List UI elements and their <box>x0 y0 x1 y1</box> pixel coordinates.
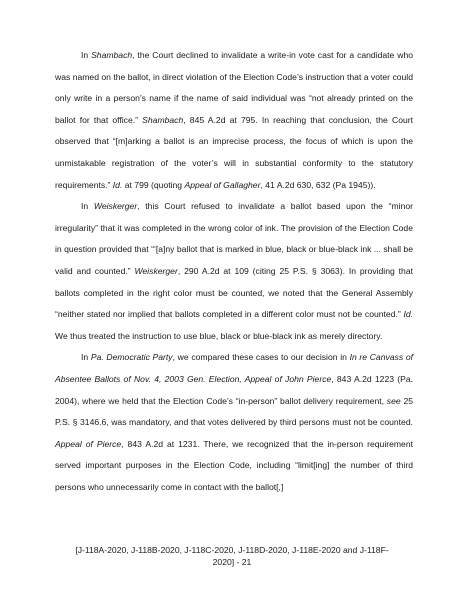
paragraph-text-run: , 843 A.2d 1223 (Pa. 2004), where we held that the Election Code’s “in-person” ballot delivery requirement, <box>55 373 413 406</box>
citation-italic-text: Id. <box>112 179 123 190</box>
citation-italic-text: Shambach <box>142 114 184 125</box>
paragraph-text-run: In <box>81 201 94 212</box>
paragraph-democratic-party <box>55 347 413 498</box>
opinion-body <box>55 45 413 498</box>
paragraph-text-run: at 799 (quoting <box>122 179 185 190</box>
citation-italic-text: Id. <box>403 309 413 320</box>
citation-italic-text: Appeal of Pierce <box>55 438 122 449</box>
page-footer <box>40 544 424 568</box>
paragraph-text-run: 25 P.S. § 3146.6, was mandatory, and that votes delivered by third persons must not be counted. <box>55 395 413 428</box>
paragraph-text-run: , 845 A.2d at 795. In reaching that conclusion, the Court observed that “[m]arking a ballot is an imprecise process, the focus of which is upon the unmistakable registration of the voter’s will in substantial conformity to the statutory requirements.” <box>55 114 414 190</box>
paragraph-text-run: , we compared these cases to our decision in <box>172 352 350 363</box>
citation-italic-text: Shambach <box>91 50 133 60</box>
paragraph-text-run: , 290 A.2d at 109 (citing 25 P.S. § 3063). In providing that ballots completed in the right color must be counted, we noted that the General Assembly “neither stated nor implied that ballots completed in a different color must not be counted.” <box>55 265 413 320</box>
paragraph-text-run: We thus treated the instruction to use blue, black or blue-black ink as merely directory. <box>55 330 383 341</box>
paragraph-shambach <box>55 45 413 196</box>
citation-italic-text: In re Canvass of Absentee Ballots of Nov. 4, 2003 Gen. Election, Appeal of John Pierce <box>55 352 413 384</box>
footer-docket-line: [J-118A-2020, J-118B-2020, J-118C-2020, J-118D-2020, J-118E-2020 and J-118F- <box>75 545 389 555</box>
citation-italic-text: see <box>386 395 401 406</box>
paragraph-text-run: In <box>81 352 91 363</box>
paragraph-text-run: , 843 A.2d at 1231. There, we recognized that the in-person requirement served important purposes in the Election Code, including “limit[ing] the number of third persons who unnecessarily come in contact with the ballot[,] <box>55 438 413 492</box>
paragraph-text-run: , 41 A.2d 630, 632 (Pa 1945)). <box>260 179 376 190</box>
paragraph-text-run: , this Court refused to invalidate a ballot based upon the “minor irregularity” that it was completed in the wrong color of ink. The provision of the Election Code in question provided that “‘[a]ny ballot that is marked in blue, black or blue-black ink ... shall be valid and counted.” <box>55 201 413 276</box>
citation-italic-text: Appeal of Gallagher <box>184 179 261 190</box>
paragraph-text-run: , the Court declined to invalidate a write-in vote cast for a candidate who was named on the ballot, in direct violation of the Election Code’s instruction that a voter could only write in a person’s name if the name of said individual was “not already printed on the ballot for that office.” <box>55 50 414 125</box>
citation-italic-text: Pa. Democratic Party <box>90 352 173 363</box>
citation-italic-text: Weiskerger <box>134 265 178 276</box>
paragraph-text-run: In <box>81 50 92 60</box>
footer-page-number: 2020] - 21 <box>212 557 252 567</box>
citation-italic-text: Weiskerger <box>93 201 138 212</box>
paragraph-weiskerger <box>55 196 413 347</box>
